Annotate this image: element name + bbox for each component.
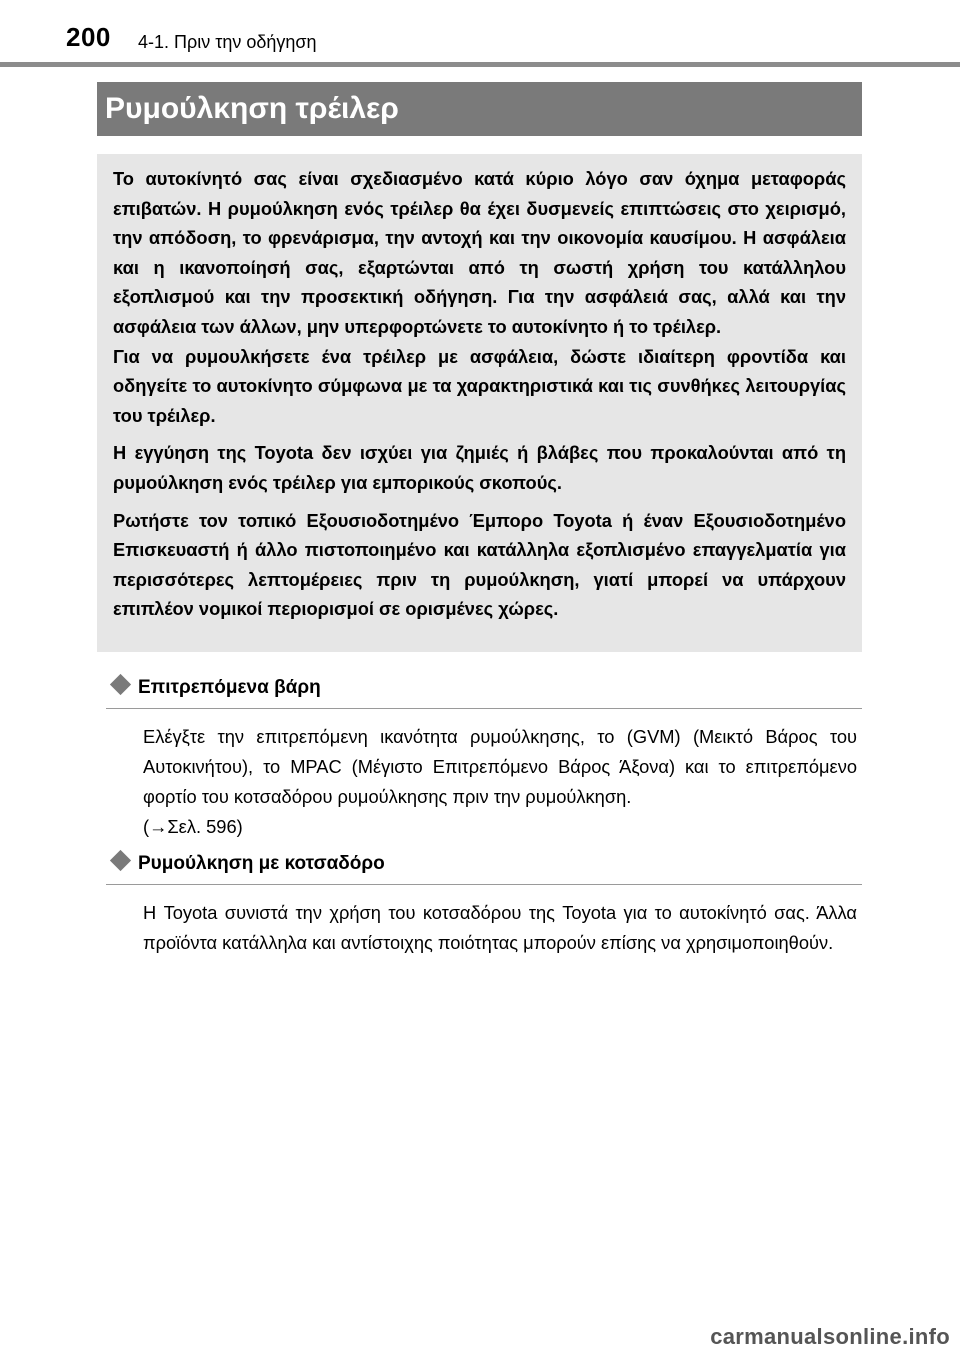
diamond-bullet-icon [110,674,131,695]
intro-box [97,154,862,652]
intro-paragraph-4: Ρωτήστε τον τοπικό Εξουσιοδοτημένο Έμπορο Toyota ή έναν Εξουσιοδοτημένο Επισκευαστή ή άλλο πιστοποιημένο και κατάλληλα εξοπλισμένο επαγγελματία για περισσότερες λεπτομέρειες πριν τη ρυμούλκηση, γιατί μπορεί να υπάρχουν επιπλέον νομικοί περιορισμοί σε ορισμένες χώρες. [113,509,846,620]
header-divider [0,62,960,67]
hitch-text: Η Toyota συνιστά την χρήση του κοτσαδόρου της Toyota για το αυτοκίνητό σας. Άλλα προϊόντα κατάλληλα και αντίστοιχης ποιότητας μπορούν επίσης να χρησιμοποιηθούν. [143,902,857,953]
page-number: 200 [66,22,111,52]
intro-paragraph-3: Η εγγύηση της Toyota δεν ισχύει για ζημιές ή βλάβες που προκαλούνται από τη ρυμούλκηση ενός τρέιλερ για εμπορικούς σκοπούς. [113,442,846,493]
weights-text: Ελέγξτε την επιτρεπόμενη ικανότητα ρυμούλκησης, το (GVM) (Μεικτό Βάρος του Αυτοκινήτου), το MPAC (Μέγιστο Επιτρεπόμενο Βάρος Άξονα) και το επιτρεπόμενο φορτίο του κοτσαδόρου ρυμούλκησης πριν την ρυμούλκηση. [143,726,857,807]
diamond-bullet-icon [110,850,131,871]
weights-heading [106,672,862,709]
page-header [0,0,960,68]
weights-heading-label: Επιτρεπόμενα βάρη [138,677,321,698]
intro-paragraph-2: Για να ρυμουλκήσετε ένα τρέιλερ με ασφάλεια, δώστε ιδιαίτερη φροντίδα και οδηγείτε το αυτοκίνητο σύμφωνα με τα χαρακτηριστικά και τις συνθήκες λειτουργίας του τρέιλερ. [113,345,846,426]
weights-page-ref: (→Σελ. 596) [143,816,243,837]
hitch-heading-label: Ρυμούλκηση με κοτσαδόρο [138,853,385,874]
hitch-heading [106,848,862,885]
intro-paragraph-1: Το αυτοκίνητό σας είναι σχεδιασμένο κατά κύριο λόγο σαν όχημα μεταφοράς επιβατών. Η ρυμούλκηση ενός τρέιλερ θα έχει δυσμενείς επιπτώσεις στο χειρισμό, την απόδοση, το φρενάρισμα, την αντοχή και την οικονομία καυσίμου. Η ασφάλεια και η ικανοποίησή σας, εξαρτώνται από τη σωστή χρήση του κατάλληλου εξοπλισμού και την προσεκτική οδήγηση. Για την ασφάλειά σας, αλλά και την ασφάλεια των άλλων, μην υπερφορτώνετε το αυτοκίνητο ή το τρέιλερ. [113,168,846,337]
watermark: carmanualsonline.info [710,1324,950,1349]
chapter-title: 4-1. Πριν την οδήγηση [138,32,317,52]
section-title: Ρυμούλκηση τρέιλερ [97,82,862,136]
